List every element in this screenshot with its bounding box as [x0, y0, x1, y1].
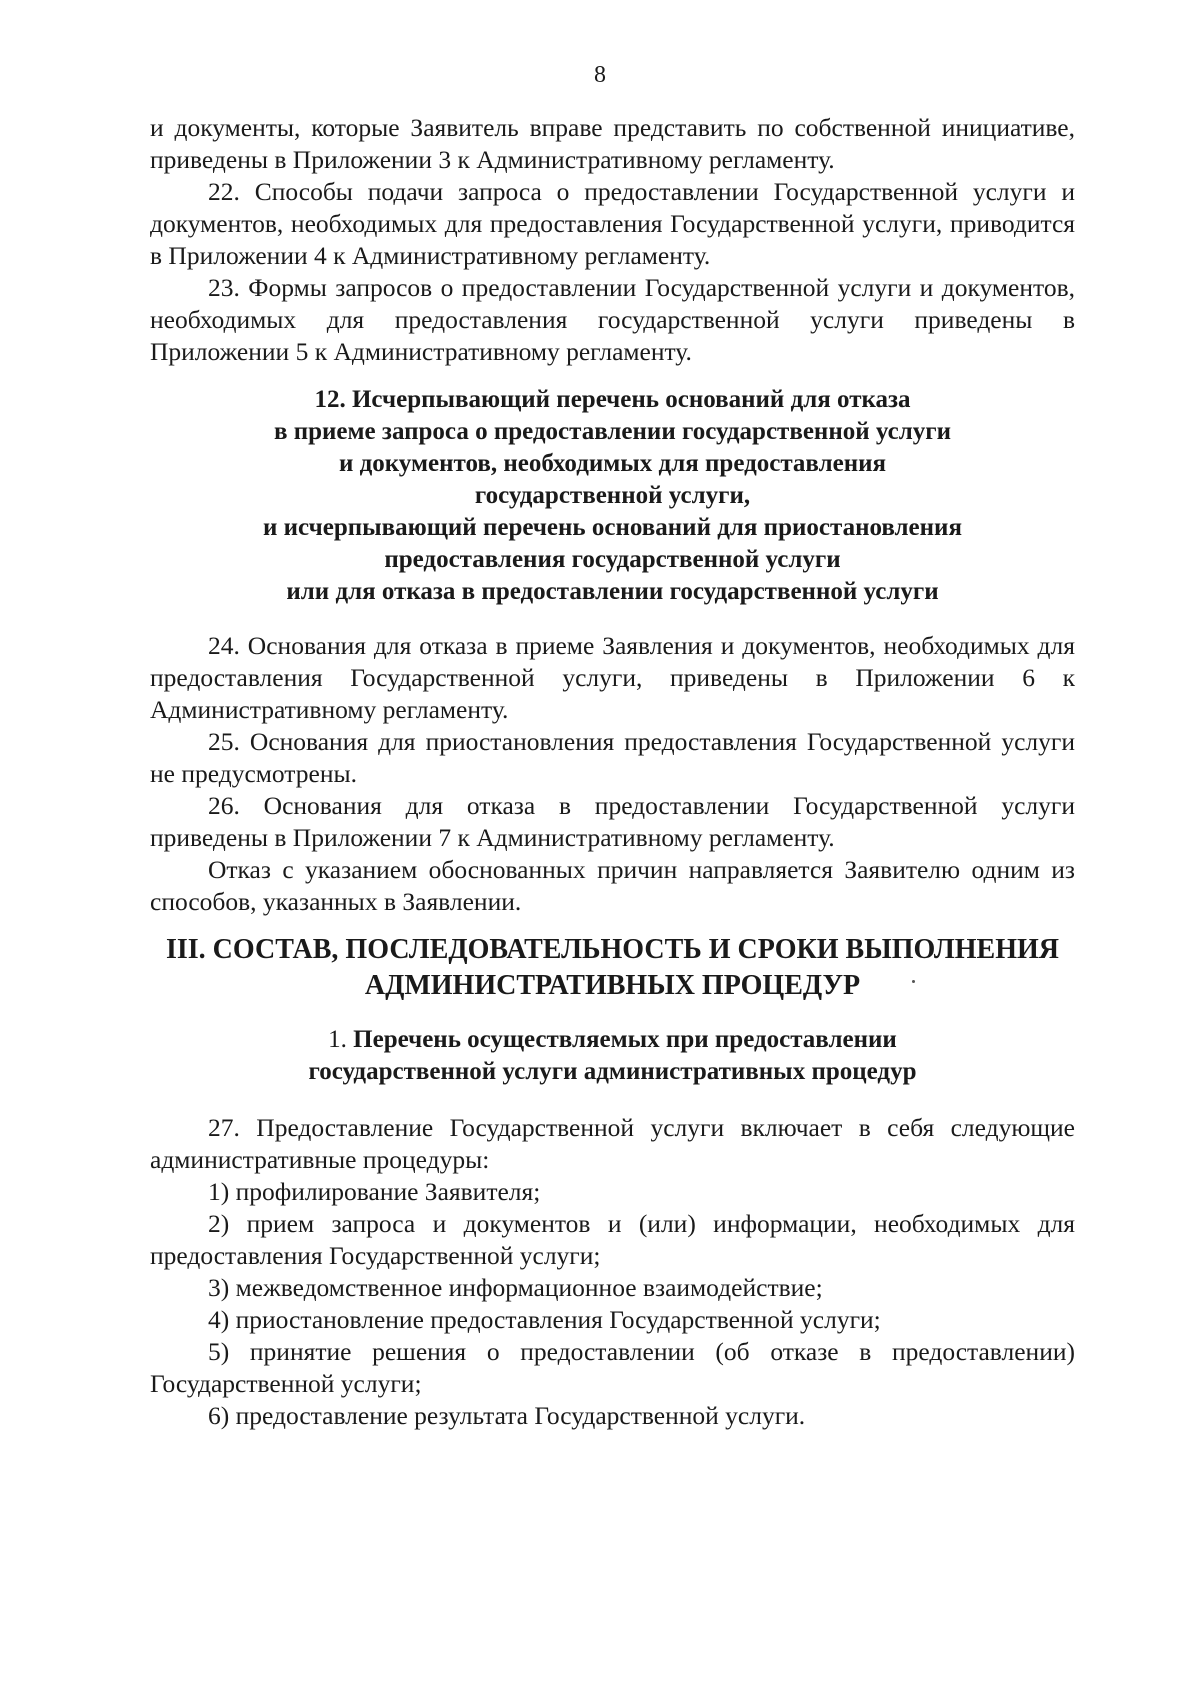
heading-line: и документов, необходимых для предоставления [338, 450, 887, 477]
heading-section-12 [150, 384, 1075, 608]
heading-line: предоставления государственной услуги [384, 546, 841, 573]
heading-section-iii [150, 932, 1075, 1004]
subsection-number: 1. [328, 1026, 347, 1053]
list-item: 1) профилирование Заявителя; [208, 1177, 541, 1206]
paragraph-item-25: 25. Основания для приостановления предоставления Государственной услуги не предусмотрены. [150, 727, 1075, 788]
list-item: 4) приостановление предоставления Государственной услуги; [208, 1305, 881, 1334]
heading-subsection-1 [150, 1024, 1075, 1088]
paragraph-block-3 [150, 1112, 1075, 1432]
heading-line: государственной услуги, [474, 482, 751, 509]
heading-line: АДМИНИСТРАТИВНЫХ ПРОЦЕДУР [364, 970, 861, 1001]
heading-line: в приеме запроса о предоставлении государственной услуги [273, 418, 952, 445]
paragraph-block-2 [150, 630, 1075, 918]
list-item: 2) прием запроса и документов и (или) информации, необходимых для предоставления Государственной услуги; [150, 1209, 1075, 1270]
subsection-title-line: государственной услуги административных процедур [308, 1058, 917, 1085]
heading-line: и исчерпывающий перечень оснований для приостановления [263, 514, 962, 541]
paragraph-item-22: 22. Способы подачи запроса о предоставлении Государственной услуги и документов, необходимых для предоставления Государственной услуги, приводится в Приложении 4 к Административному регламенту. [150, 177, 1075, 270]
list-item: 6) предоставление результата Государственной услуги. [208, 1401, 806, 1430]
heading-line: III. СОСТАВ, ПОСЛЕДОВАТЕЛЬНОСТЬ И СРОКИ ВЫПОЛНЕНИЯ [165, 934, 1059, 965]
page-number: 8 [594, 62, 606, 88]
list-item: 3) межведомственное информационное взаимодействие; [208, 1273, 823, 1302]
paragraph-item-24: 24. Основания для отказа в приеме Заявления и документов, необходимых для предоставления Государственной услуги, приведены в Приложении 6 к Административному регламенту. [150, 631, 1075, 724]
heading-line: или для отказа в предоставлении государственной услуги [286, 578, 939, 605]
heading-line: 12. Исчерпывающий перечень оснований для отказа [314, 386, 911, 413]
paragraph-refusal: Отказ с указанием обоснованных причин направляется Заявителю одним из способов, указанных в Заявлении. [150, 855, 1075, 916]
paragraph-continuation: и документы, которые Заявитель вправе представить по собственной инициативе, приведены в Приложении 3 к Административному регламенту. [150, 113, 1075, 174]
subsection-title-line: Перечень осуществляемых при предоставлении [353, 1026, 897, 1053]
heading-line [150, 1024, 1075, 1056]
paragraph-item-27: 27. Предоставление Государственной услуги включает в себя следующие административные процедуры: [150, 1113, 1075, 1174]
paragraph-item-26: 26. Основания для отказа в предоставлении Государственной услуги приведены в Приложении 7 к Административному регламенту. [150, 791, 1075, 852]
paragraph-item-23: 23. Формы запросов о предоставлении Государственной услуги и документов, необходимых для предоставления государственной услуги приведены в Приложении 5 к Административному регламенту. [150, 273, 1075, 366]
paragraph-block-1 [150, 112, 1075, 368]
list-item: 5) принятие решения о предоставлении (об отказе в предоставлении) Государственной услуги; [150, 1337, 1075, 1398]
